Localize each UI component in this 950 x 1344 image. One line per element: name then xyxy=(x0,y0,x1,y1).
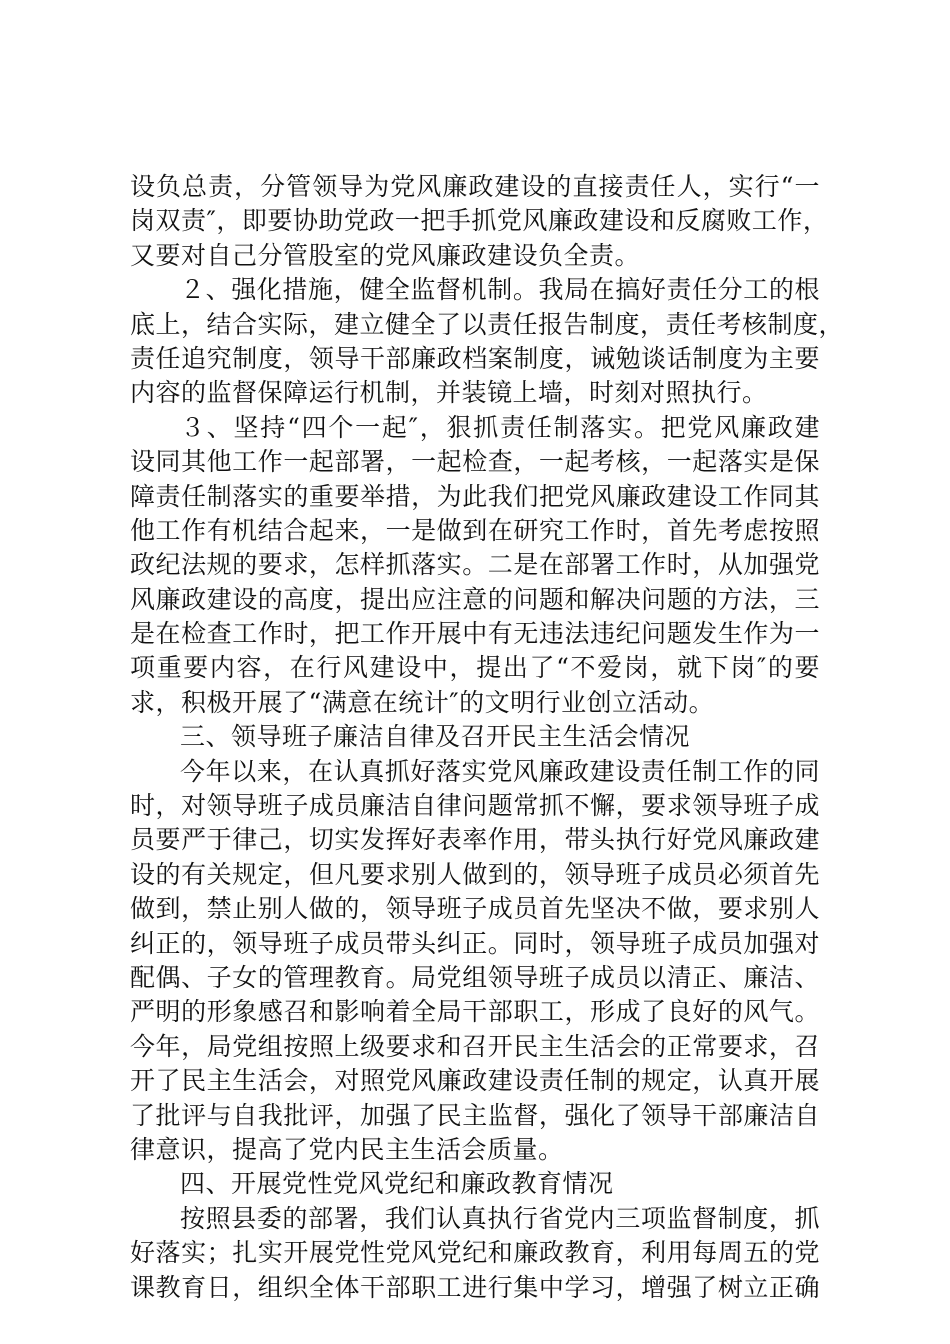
text-line: 求，积极开展了“满意在统计″的文明行业创立活动。 xyxy=(130,687,715,717)
paragraph-first-line: 按照县委的部署，我们认真执行省党内三项监督制度，抓 xyxy=(180,1203,820,1233)
text-line: 项重要内容，在行风建设中，提出了“不爱岗，就下岗″的要 xyxy=(130,653,820,683)
text-line: 做到，禁止别人做的，领导班子成员首先坚决不做，要求别人 xyxy=(130,894,820,924)
text-line: 他工作有机结合起来，一是做到在研究工作时，首先考虑按照 xyxy=(130,515,820,545)
text-line: 今年，局党组按照上级要求和召开民主生活会的正常要求，召 xyxy=(130,1031,820,1061)
text-line: 课教育日，组织全体干部职工进行集中学习，增强了树立正确 xyxy=(130,1272,820,1302)
text-line: 了批评与自我批评，加强了民主监督，强化了领导干部廉洁自 xyxy=(130,1100,820,1130)
text-line: 政纪法规的要求，怎样抓落实。二是在部署工作时，从加强党 xyxy=(130,550,820,580)
text-line: 开了民主生活会，对照党风廉政建设责任制的规定，认真开展 xyxy=(130,1066,820,1096)
text-line: 律意识，提高了党内民主生活会质量。 xyxy=(130,1134,564,1164)
paragraph-first-line: 今年以来，在认真抓好落实党风廉政建设责任制工作的同 xyxy=(180,756,820,786)
text-line: 风廉政建设的高度，提出应注意的问题和解决问题的方法，三 xyxy=(130,584,820,614)
text-line: 责任追究制度，领导干部廉政档案制度，诫勉谈话制度为主要 xyxy=(130,343,820,373)
text-line: 设同其他工作一起部署，一起检查，一起考核，一起落实是保 xyxy=(130,447,820,477)
text-line: 障责任制落实的重要举措，为此我们把党风廉政建设工作同其 xyxy=(130,481,820,511)
text-line: 员要严于律己，切实发挥好表率作用，带头执行好党风廉政建 xyxy=(130,825,820,855)
section-heading: 三、领导班子廉洁自律及召开民主生活会情况 xyxy=(180,722,691,752)
document-body xyxy=(130,170,845,1305)
text-line: 严明的形象感召和影响着全局干部职工，形成了良好的风气。 xyxy=(130,997,820,1027)
text-line: 是在检查工作时，把工作开展中有无违法违纪问题发生作为一 xyxy=(130,619,820,649)
text-line: 又要对自己分管股室的党风廉政建设负全责。 xyxy=(130,240,641,270)
text-line: 设的有关规定，但凡要求别人做到的，领导班子成员必须首先 xyxy=(130,859,820,889)
section-heading: 四、开展党性党风党纪和廉政教育情况 xyxy=(180,1169,614,1199)
text-line: 时，对领导班子成员廉洁自律问题常抓不懈，要求领导班子成 xyxy=(130,791,820,821)
text-line: 配偶、子女的管理教育。局党组领导班子成员以清正、廉洁、 xyxy=(130,962,820,992)
text-line: 岗双责″，即要协助党政一把手抓党风廉政建设和反腐败工作， xyxy=(130,206,829,236)
paragraph-first-line: ３、坚持“四个一起″，狠抓责任制落实。把党风廉政建 xyxy=(180,412,820,442)
text-line: 设负总责，分管领导为党风廉政建设的直接责任人，实行“一 xyxy=(130,172,820,201)
paragraph-first-line: ２、强化措施，健全监督机制。我局在搞好责任分工的根 xyxy=(180,275,820,305)
text-line: 纠正的，领导班子成员带头纠正。同时，领导班子成员加强对 xyxy=(130,928,820,958)
text-line: 内容的监督保障运行机制，并装镜上墙，时刻对照执行。 xyxy=(130,378,768,408)
text-line: 好落实；扎实开展党性党风党纪和廉政教育，利用每周五的党 xyxy=(130,1238,820,1268)
text-line: 底上，结合实际，建立健全了以责任报告制度，责任考核制度， xyxy=(130,309,845,339)
